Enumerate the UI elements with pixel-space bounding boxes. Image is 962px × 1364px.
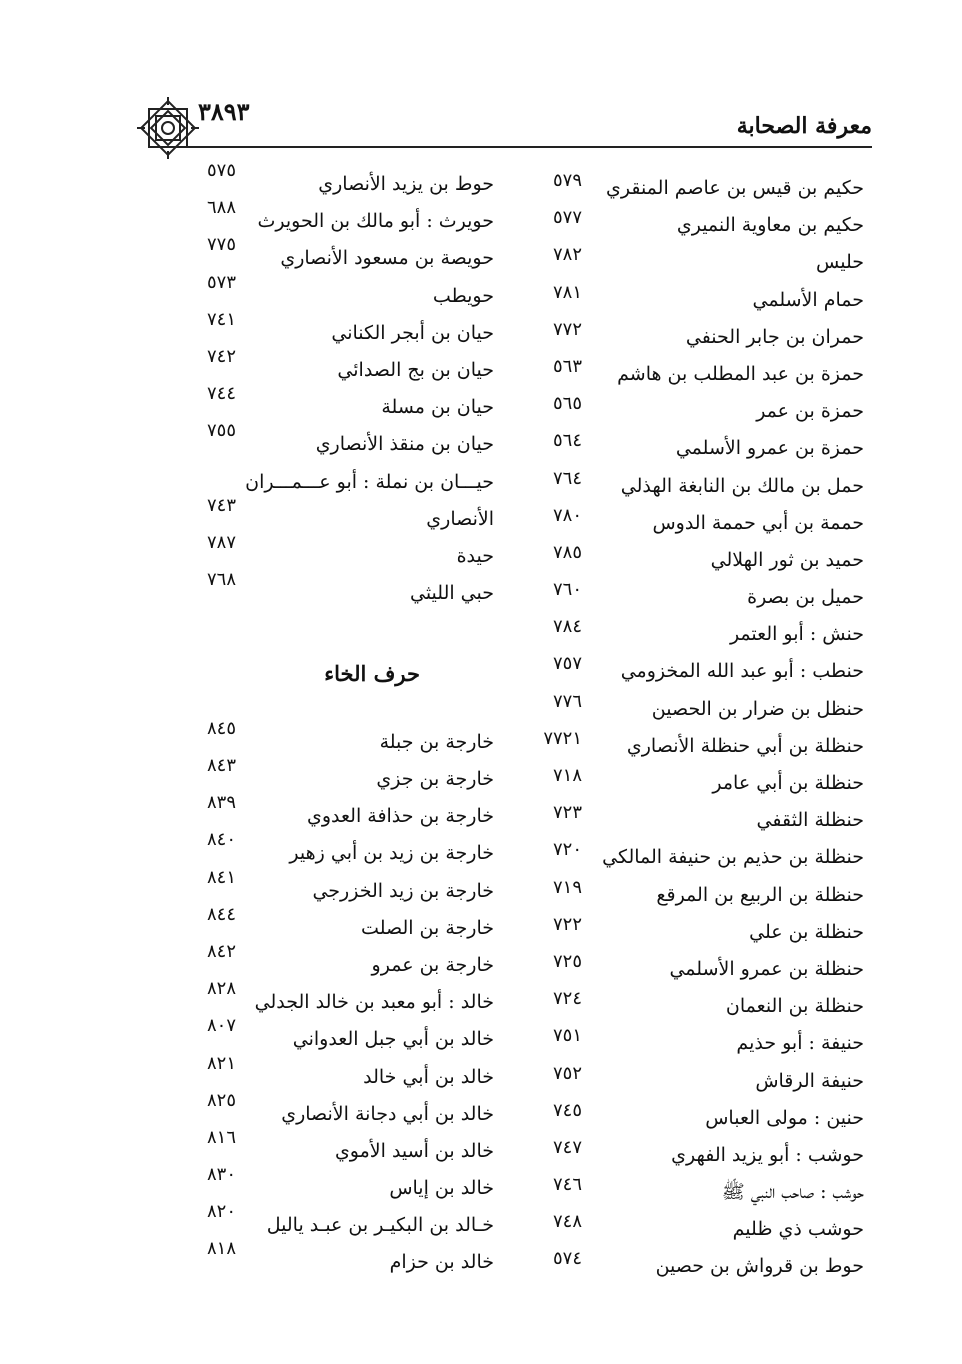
entry-name: حنطب : أبو عبد الله المخزومي <box>620 660 864 683</box>
index-entry <box>484 505 864 542</box>
page-number: ٣٨٩٣ <box>198 97 250 126</box>
entry-name: حوشب ذي ظليم <box>732 1218 864 1241</box>
entry-name: حنين : مولى العباس <box>705 1106 864 1129</box>
index-entry <box>484 728 864 765</box>
index-entry <box>134 829 494 876</box>
entry-name: حيدة <box>456 544 494 567</box>
index-entry <box>134 420 494 467</box>
entry-page: ٧٢٤ <box>552 988 582 1010</box>
index-entry <box>484 282 864 319</box>
section-spacer <box>134 691 494 728</box>
index-entry <box>134 1238 494 1285</box>
entry-name: حنظلة الثقفي <box>756 809 864 832</box>
index-entry <box>484 244 864 281</box>
entry-page: ٧٥٧ <box>552 653 582 675</box>
entry-page: ٧٢٣ <box>552 802 582 824</box>
entry-page: ٧٦٨ <box>206 569 236 591</box>
entry-page: ٧٤٤ <box>206 383 236 405</box>
index-entry <box>484 1137 864 1174</box>
index-entry <box>484 393 864 430</box>
entry-page: ٧١٩ <box>552 876 582 898</box>
entry-page: ٨٢١ <box>206 1052 236 1074</box>
index-entry <box>134 494 494 542</box>
entry-page: ٧٨٧ <box>206 531 236 553</box>
entry-name: حنظلة بن الربيع بن المرقع <box>656 883 864 906</box>
section-spacer <box>134 616 494 653</box>
index-entry <box>134 383 494 430</box>
entry-page: ٧٧٢ <box>552 318 582 340</box>
index-entry <box>134 308 494 356</box>
entry-page: ٧٦٤ <box>552 467 582 489</box>
entry-name: حنظلة بن أبي حنظلة الأنصاري <box>626 734 864 757</box>
entry-name: حبي الليثي <box>409 582 494 605</box>
entry-name: حيان بن منقذ الأنصاري <box>315 433 494 456</box>
index-entry <box>484 802 864 839</box>
entry-name: خالد : أبو معبد بن خالد الجدلي <box>254 991 494 1014</box>
entry-name: حوط بن يزيد الأنصاري <box>318 173 494 195</box>
entry-name: حيان بن مسلة <box>381 396 494 419</box>
index-entry <box>134 1052 494 1100</box>
entry-name: خارجة بن الصلت <box>361 916 494 939</box>
index-entry <box>134 271 494 319</box>
index-entry <box>484 1063 864 1100</box>
entry-name: خالد بن أبي جبل العدواني <box>292 1028 494 1051</box>
index-entry <box>134 1201 494 1248</box>
entry-page: ٨٣٠ <box>206 1164 236 1186</box>
index-entry <box>484 542 864 579</box>
entry-page: ٧٤١ <box>206 308 236 330</box>
index-column-right <box>484 170 864 1286</box>
entry-page: ٨٠٧ <box>206 1015 236 1037</box>
entry-page: ٧٧٥ <box>206 234 236 256</box>
index-entry <box>134 569 494 616</box>
index-entry <box>484 691 864 728</box>
entry-name: حنش : أبو العتمر <box>729 623 864 646</box>
entry-page: ٨٤٥ <box>206 717 236 739</box>
entry-page: ٧٨٥ <box>552 541 582 563</box>
entry-name: خارجة بن جبلة <box>379 730 494 753</box>
index-entry <box>484 616 864 653</box>
entry-page: ٧٤٧ <box>552 1136 582 1158</box>
entry-name: خارجة بن جزي <box>376 768 494 790</box>
index-entry <box>134 940 494 988</box>
entry-page: ٥٧٣ <box>206 271 236 293</box>
entry-page: ٧٤٣ <box>206 494 236 516</box>
entry-page: ٥٧٤ <box>552 1248 582 1270</box>
entry-name: حمام الأسلمي <box>752 288 864 311</box>
entry-name: حوط بن قرواش بن حصين <box>655 1255 864 1278</box>
index-entry <box>484 765 864 802</box>
entry-name: حمزة بن عبد المطلب بن هاشم <box>617 362 864 385</box>
entry-page: ٧٥١ <box>552 1025 582 1047</box>
entry-page: ٧٦٠ <box>552 579 582 601</box>
entry-name: حويرث : أبو مالك بن الحويرث <box>257 210 494 233</box>
entry-name: خارجة بن حذافة العدوي <box>306 805 494 828</box>
index-entry <box>134 866 494 914</box>
index-entry <box>134 717 494 765</box>
entry-page: ٨٢٥ <box>206 1089 236 1111</box>
entry-page: ٥٦٣ <box>552 355 582 377</box>
index-entry <box>484 170 864 207</box>
entry-page: ٨٤١ <box>206 866 236 888</box>
index-entry <box>134 345 494 393</box>
index-entry <box>134 755 494 802</box>
entry-name: حنيفة الرقاش <box>755 1069 864 1092</box>
index-entry <box>484 914 864 951</box>
entry-page: ٧٢٢ <box>552 913 582 935</box>
index-entry <box>484 1211 864 1248</box>
entry-name: حنظل بن ضرار بن الحصين <box>651 697 864 720</box>
entry-page: ٥٦٤ <box>552 430 582 452</box>
entry-name: حيـــان بن نملة : أبو عـــمـــران <box>245 470 494 493</box>
entry-page: ٨٤٢ <box>206 940 236 962</box>
entry-page: ٧٤٦ <box>552 1174 582 1196</box>
index-entry <box>484 653 864 690</box>
entry-name: خارجة بن عمرو <box>371 953 494 976</box>
entry-name: حوشب : صاحب النبي ﷺ <box>721 1181 864 1204</box>
index-entry <box>484 468 864 505</box>
entry-name: حكيم بن معاوية النميري <box>676 214 864 237</box>
entry-page: ٦٨٨ <box>206 197 236 219</box>
index-entry <box>484 988 864 1025</box>
entry-name: حنظلة بن عمرو الأسلمي <box>669 957 864 980</box>
index-entry <box>484 1025 864 1062</box>
entry-page: ٥٦٥ <box>552 393 582 415</box>
entry-name: حكيم بن قيس بن عاصم المنقري <box>605 177 864 199</box>
page-header <box>120 95 872 145</box>
entry-page: ٧٧٢١ <box>543 727 582 749</box>
entry-page: ٧٥٥ <box>206 420 236 442</box>
entry-page: ٧٧٦ <box>552 690 582 712</box>
entry-name: خالد بن إياس <box>389 1177 494 1200</box>
entry-name: خالد بن أسيد الأموي <box>334 1139 494 1162</box>
entry-page: ٨١٨ <box>206 1238 236 1260</box>
entry-name: حيان بن بج الصدائي <box>337 358 494 381</box>
index-entry <box>484 877 864 914</box>
entry-page: ٧٢٠ <box>552 839 582 861</box>
index-entry <box>134 903 494 951</box>
section-heading-text: حرف الخاء <box>324 661 420 687</box>
index-entry <box>134 197 494 244</box>
entry-page: ٧٨٠ <box>552 504 582 526</box>
entry-name: حويصة بن مسعود الأنصاري <box>280 247 494 270</box>
index-entry <box>134 468 494 505</box>
index-entry <box>134 792 494 839</box>
entry-page: ٥٧٧ <box>552 207 582 229</box>
index-entry <box>484 839 864 876</box>
entry-page: ٧٥٢ <box>552 1062 582 1084</box>
index-entry <box>134 1164 494 1211</box>
entry-name: حميل بن بصرة <box>747 586 864 609</box>
entry-page: ٧٨٤ <box>552 616 582 638</box>
entry-name: حمران بن جابر الحنفي <box>685 325 864 348</box>
entry-name: حمزة بن عمر <box>756 400 864 423</box>
entry-page: ٧٨٢ <box>552 244 582 266</box>
entry-page: ٨١٦ <box>206 1126 236 1148</box>
entry-page: ٨٢٠ <box>206 1201 236 1223</box>
entry-page: ٧٤٥ <box>552 1099 582 1121</box>
index-entry <box>134 234 494 281</box>
entry-name: حنظلة بن أبي عامر <box>712 772 864 794</box>
index-entry <box>484 356 864 393</box>
entry-page: ٥٧٥ <box>206 160 236 181</box>
entry-page: ٨٤٠ <box>206 829 236 851</box>
entry-page: ٧٤٨ <box>552 1211 582 1233</box>
entry-name: حوشب : أبو يزيد الفهري <box>671 1143 864 1166</box>
entry-page: ٧٨١ <box>552 281 582 303</box>
running-title: معرفة الصحابة <box>736 113 872 139</box>
entry-name: حممة بن أبي حممة الدوس <box>652 511 864 534</box>
index-entry <box>134 1126 494 1174</box>
entry-page: ٨٤٣ <box>206 755 236 776</box>
index-entry <box>134 531 494 579</box>
entry-name: خارجة بن زيد الخزرجي <box>312 879 494 902</box>
section-heading <box>134 653 494 690</box>
header-rule <box>170 146 872 148</box>
index-column-left <box>134 160 494 1286</box>
entry-name: حيان بن أبجر الكناني <box>331 321 494 344</box>
entry-name: حمل بن مالك بن النابغة الهذلي <box>620 474 864 497</box>
entry-name: حويطب <box>432 284 494 307</box>
index-entry <box>484 430 864 467</box>
index-entry <box>134 1089 494 1137</box>
index-entry <box>134 978 494 1025</box>
index-entry <box>484 1248 864 1285</box>
entry-name: حنظلة بن النعمان <box>725 995 864 1018</box>
entry-page: ٧١٨ <box>552 765 582 786</box>
entry-name: خـالد بن البكيـر بن عبـد ياليل <box>266 1214 494 1237</box>
entry-name: حميد بن ثور الهلالي <box>710 548 864 571</box>
index-entry <box>484 579 864 616</box>
entry-page: ٨٣٩ <box>206 792 236 814</box>
entry-name: خارجة بن زيد بن أبي زهير <box>289 842 494 865</box>
index-entry <box>134 1015 494 1062</box>
index-entry <box>484 207 864 244</box>
entry-name: حنظلة بن علي <box>749 920 864 943</box>
index-entry <box>484 319 864 356</box>
entry-page: ٥٧٩ <box>552 170 582 191</box>
entry-page: ٨٢٨ <box>206 978 236 1000</box>
index-entry <box>484 951 864 988</box>
entry-name: خالد بن أبي خالد <box>363 1065 494 1088</box>
octagonal-star-ornament-icon <box>135 95 201 161</box>
entry-name: حنظلة بن حذيم بن حنيفة المالكي <box>602 846 864 869</box>
index-entry <box>134 160 494 207</box>
entry-name: خالد بن أبي دجانة الأنصاري <box>281 1102 494 1125</box>
entry-page: ٧٢٥ <box>552 950 582 972</box>
entry-page: ٧٤٢ <box>206 345 236 367</box>
index-entry <box>484 1100 864 1137</box>
entry-name: حنيفة : أبو حذيم <box>736 1032 864 1055</box>
entry-name: حمزة بن عمرو الأسلمي <box>675 437 864 460</box>
index-entry <box>484 1174 864 1211</box>
entry-name: حليس <box>816 251 864 274</box>
entry-name: خالد بن حزام <box>389 1251 494 1274</box>
entry-name: الأنصاري <box>426 507 494 530</box>
entry-page: ٨٤٤ <box>206 903 236 925</box>
